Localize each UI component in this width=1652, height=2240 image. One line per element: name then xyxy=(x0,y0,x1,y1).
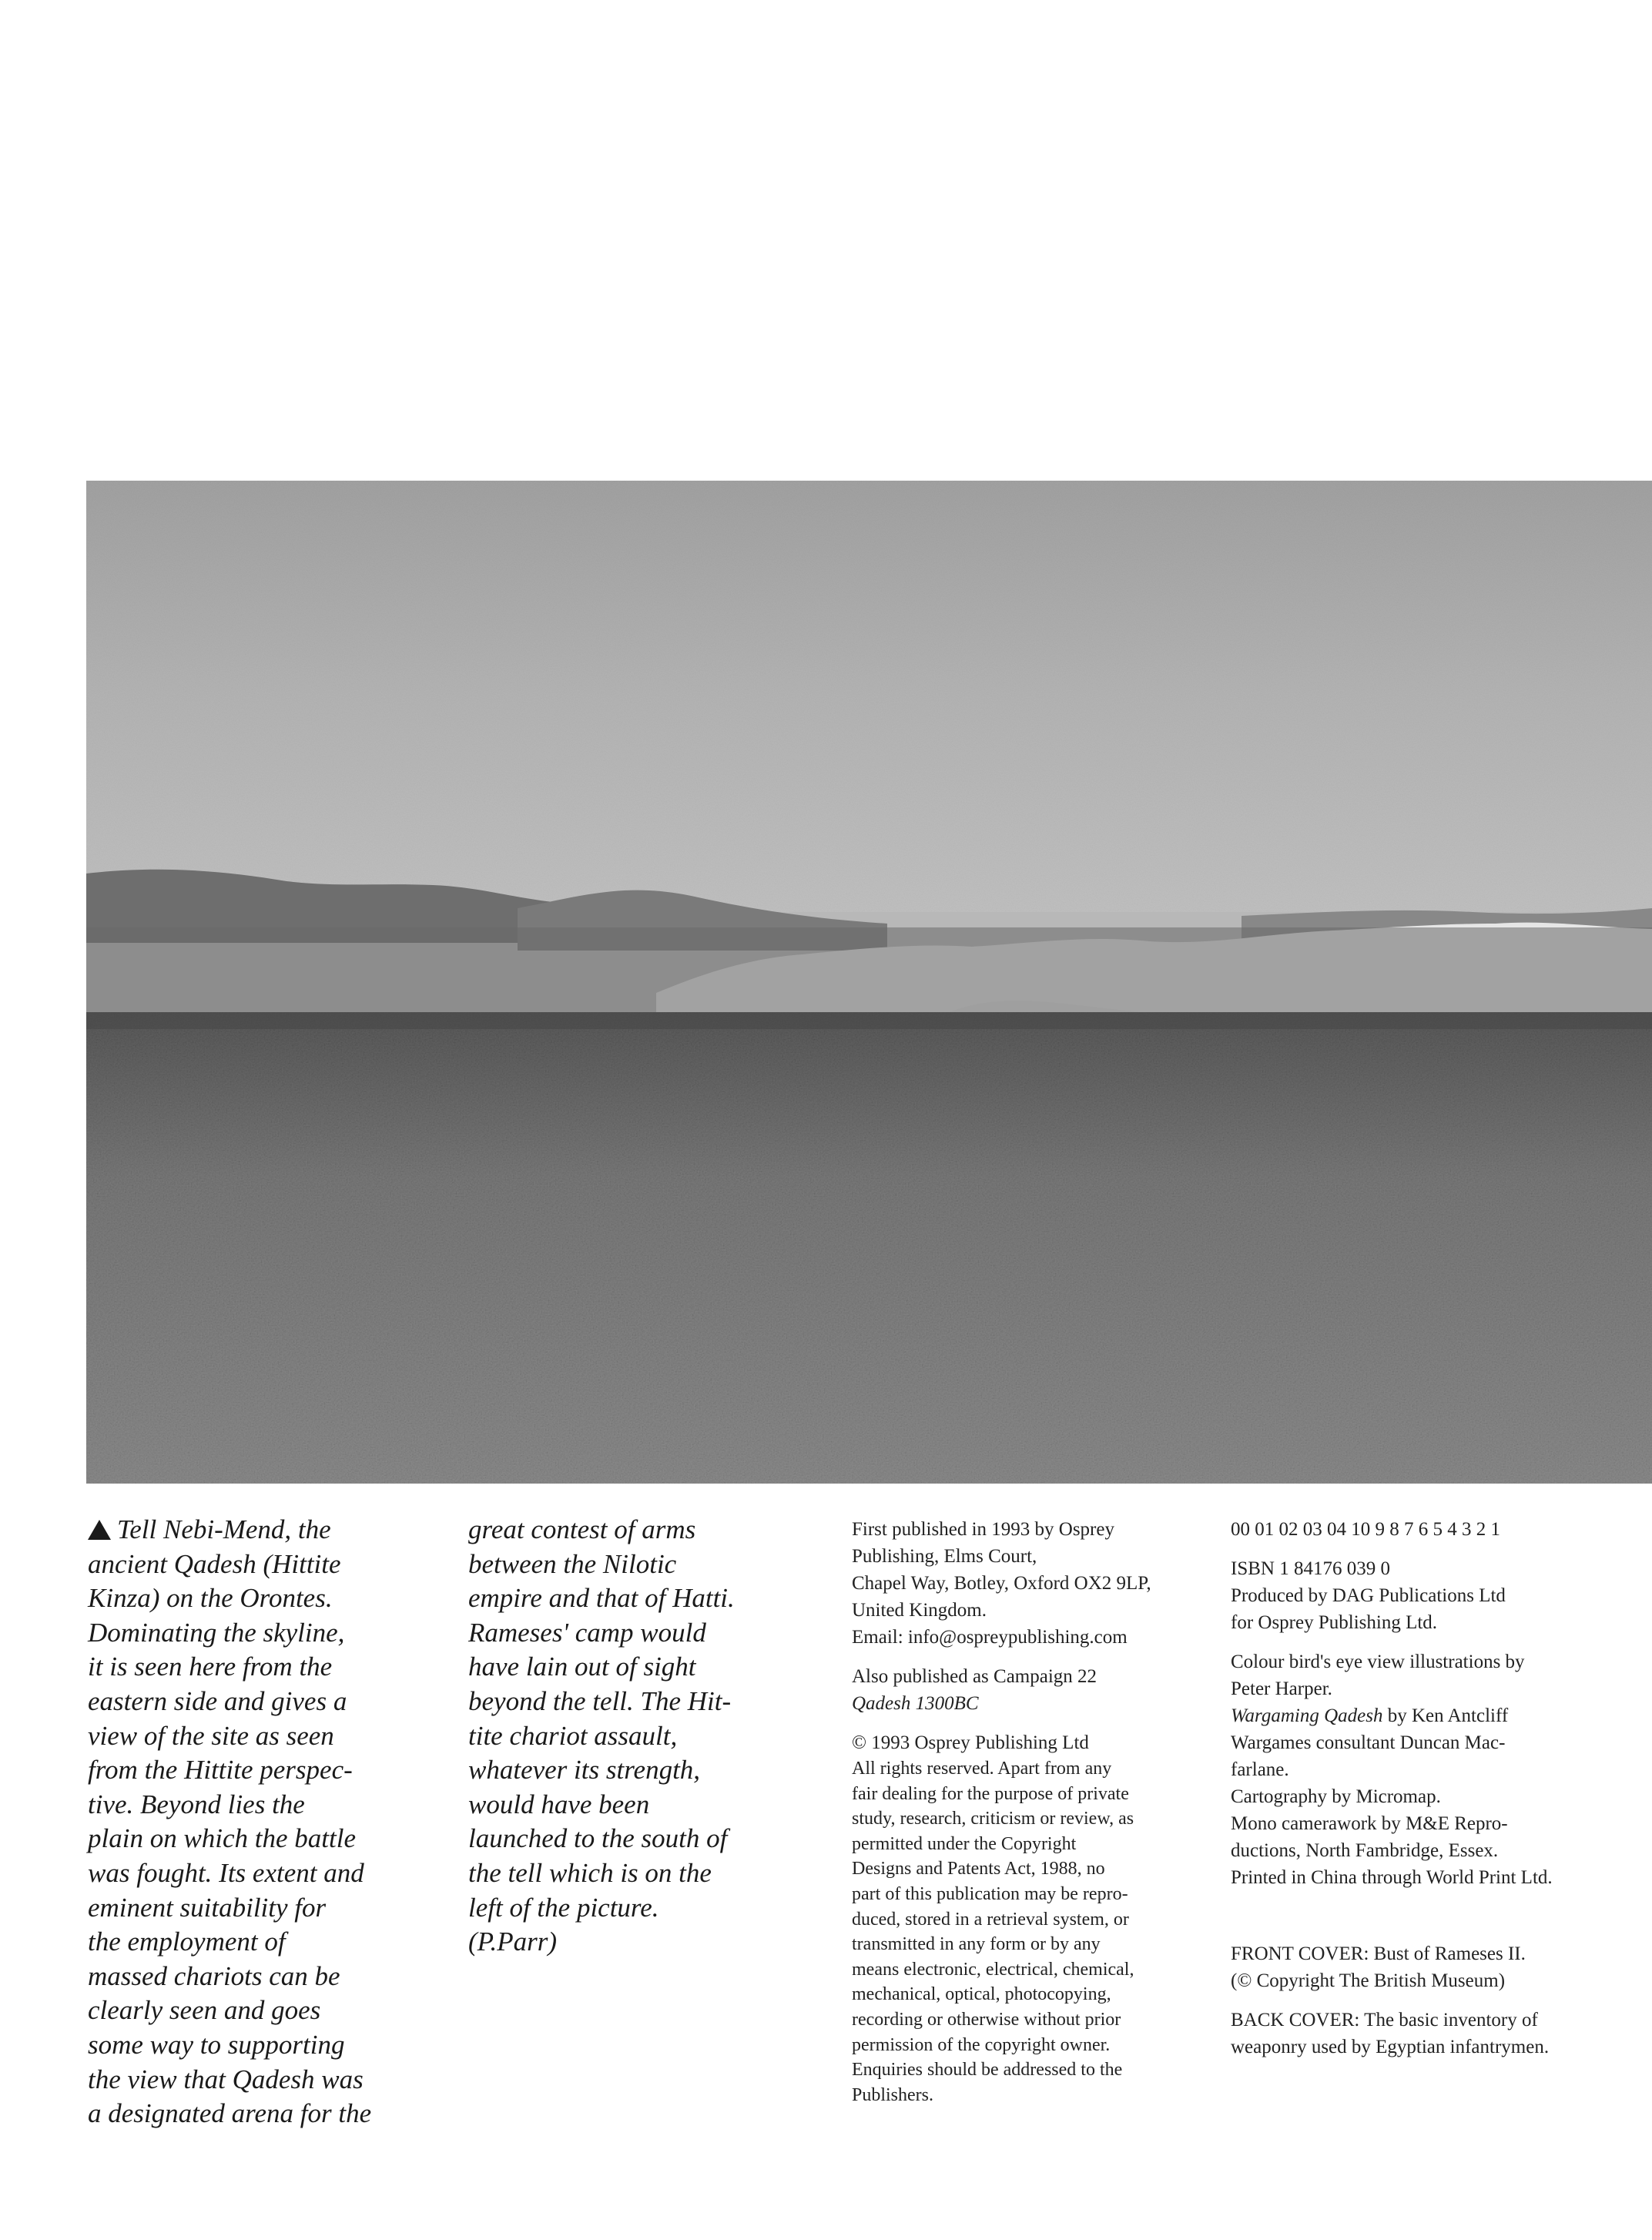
caption-line: a designated arena for the xyxy=(88,2098,372,2129)
credit-line: Mono camerawork by M&E Repro- xyxy=(1231,1813,1508,1834)
rights-line: Publishers. xyxy=(852,2084,934,2105)
caption-line: empire and that of Hatti. xyxy=(468,1583,735,1614)
wargaming-credit xyxy=(1231,1702,1616,1729)
caption-line: Rameses' camp would xyxy=(468,1617,706,1648)
photo-caption-col1 xyxy=(88,1513,450,2131)
caption-line: it is seen here from the xyxy=(88,1651,333,1682)
copyright-line: © 1993 Osprey Publishing Ltd xyxy=(852,1732,1089,1753)
rights-line: permission of the copyright owner. xyxy=(852,2034,1111,2055)
caption-line: clearly seen and goes xyxy=(88,1995,321,2026)
rights-line: permitted under the Copyright xyxy=(852,1833,1077,1854)
rights-line: transmitted in any form or by any xyxy=(852,1934,1101,1955)
caption-line: Kinza) on the Orontes. xyxy=(88,1583,333,1614)
first-published-line: Chapel Way, Botley, Oxford OX2 9LP, xyxy=(852,1573,1151,1594)
first-published-line: First published in 1993 by Osprey xyxy=(852,1519,1114,1540)
landscape-photo-icon xyxy=(86,481,1652,1484)
caption-line: whatever its strength, xyxy=(468,1755,701,1786)
caption-line: Dominating the skyline, xyxy=(88,1617,345,1648)
first-published-line: United Kingdom. xyxy=(852,1600,987,1621)
back-cover-credit: BACK COVER: The basic inventory of xyxy=(1231,2010,1538,2030)
caption-line: between the Nilotic xyxy=(468,1548,677,1579)
caption-line: the view that Qadesh was xyxy=(88,2064,364,2094)
caption-line: (P.Parr) xyxy=(468,1926,558,1957)
credit-line: Printed in China through World Print Ltd. xyxy=(1231,1867,1553,1888)
caption-line: eastern side and gives a xyxy=(88,1685,347,1716)
rights-line: duced, stored in a retrieval system, or xyxy=(852,1909,1129,1930)
credit-line: ductions, North Fambridge, Essex. xyxy=(1231,1840,1499,1861)
caption-line: great contest of arms xyxy=(468,1514,696,1544)
print-line: 00 01 02 03 04 10 9 8 7 6 5 4 3 2 1 xyxy=(1231,1519,1500,1540)
front-cover-credit: (© Copyright The British Museum) xyxy=(1231,1970,1506,1991)
caption-line: from the Hittite perspec- xyxy=(88,1755,353,1786)
caption-line: would have been xyxy=(468,1789,650,1819)
caption-line: massed chariots can be xyxy=(88,1960,340,1991)
caption-line: beyond the tell. The Hit- xyxy=(468,1685,732,1716)
rights-line: Designs and Patents Act, 1988, no xyxy=(852,1859,1105,1880)
caption-line: Tell Nebi-Mend, the xyxy=(117,1514,331,1544)
also-published-line: Also published as Campaign 22 xyxy=(852,1666,1097,1687)
rights-line: mechanical, optical, photocopying, xyxy=(852,1984,1111,2005)
caption-line: view of the site as seen xyxy=(88,1720,334,1751)
production-credits xyxy=(1231,1516,1616,2061)
caption-line: plain on which the battle xyxy=(88,1823,357,1854)
caption-line: tive. Beyond lies the xyxy=(88,1789,305,1819)
produced-by-line: Produced by DAG Publications Ltd xyxy=(1231,1585,1506,1606)
caption-line: some way to supporting xyxy=(88,2029,345,2060)
credit-line: Colour bird's eye view illustrations by xyxy=(1231,1651,1525,1672)
caption-line: have lain out of sight xyxy=(468,1651,696,1682)
rights-line: study, research, criticism or review, as xyxy=(852,1809,1134,1829)
isbn: ISBN 1 84176 039 0 xyxy=(1231,1558,1390,1579)
credit-line: Cartography by Micromap. xyxy=(1231,1786,1441,1807)
publishing-info xyxy=(852,1516,1214,2108)
produced-by-line: for Osprey Publishing Ltd. xyxy=(1231,1612,1438,1633)
front-cover-credit: FRONT COVER: Bust of Rameses II. xyxy=(1231,1943,1526,1964)
also-published-title: Qadesh 1300BC xyxy=(852,1693,979,1714)
caption-line: ancient Qadesh (Hittite xyxy=(88,1548,341,1579)
rights-line: Enquiries should be addressed to the xyxy=(852,2060,1123,2081)
rights-line: part of this publication may be repro- xyxy=(852,1883,1128,1904)
caption-line: was fought. Its extent and xyxy=(88,1857,364,1888)
rights-line: All rights reserved. Apart from any xyxy=(852,1759,1112,1779)
caption-line: the employment of xyxy=(88,1926,286,1957)
caption-line: eminent suitability for xyxy=(88,1892,327,1923)
rights-line: fair dealing for the purpose of private xyxy=(852,1783,1129,1804)
rights-line: means electronic, electrical, chemical, xyxy=(852,1959,1134,1980)
photo-caption-col2 xyxy=(468,1513,830,1960)
rights-line: recording or otherwise without prior xyxy=(852,2009,1121,2030)
first-published-line: Publishing, Elms Court, xyxy=(852,1546,1037,1567)
caption-line: the tell which is on the xyxy=(468,1857,712,1888)
wargaming-author: by Ken Antcliff xyxy=(1382,1705,1509,1726)
publisher-email: Email: info@ospreypublishing.com xyxy=(852,1627,1128,1648)
caption-line: left of the picture. xyxy=(468,1892,659,1923)
wargaming-title: Wargaming Qadesh xyxy=(1231,1705,1383,1726)
caption-line: launched to the south of xyxy=(468,1823,728,1854)
credit-line: Peter Harper. xyxy=(1231,1678,1332,1699)
back-cover-credit: weaponry used by Egyptian infantrymen. xyxy=(1231,2037,1550,2057)
triangle-up-icon xyxy=(88,1520,111,1540)
credit-line: Wargames consultant Duncan Mac- xyxy=(1231,1732,1506,1753)
credit-line: farlane. xyxy=(1231,1759,1289,1780)
landscape-photo xyxy=(86,481,1652,1484)
caption-line: tite chariot assault, xyxy=(468,1720,678,1751)
